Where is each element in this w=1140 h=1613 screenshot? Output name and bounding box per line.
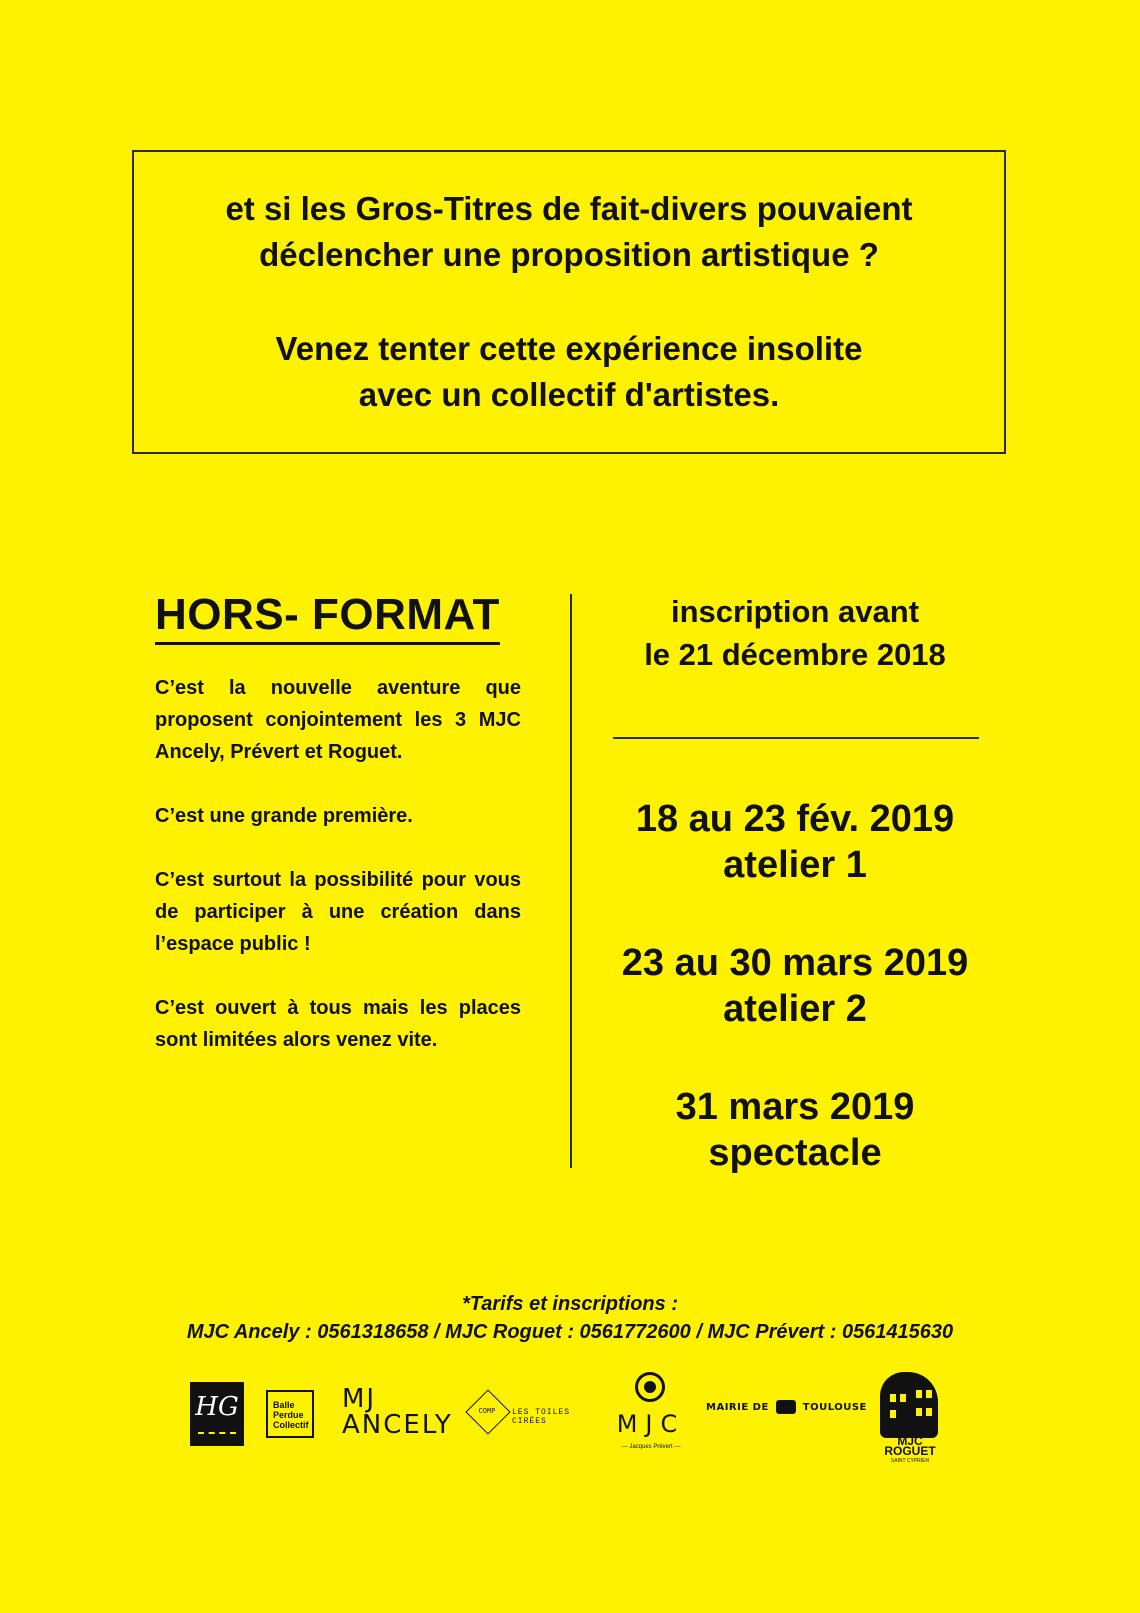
- mjc-ancely-logo: [342, 1384, 453, 1440]
- horizontal-divider: [613, 737, 979, 739]
- description-para-4: C’est ouvert à tous mais les places sont limitées alors venez vite.: [155, 997, 521, 1051]
- registration-line1: inscription avant: [670, 594, 920, 629]
- mairie-toulouse-logo: [706, 1400, 867, 1420]
- roguet-building-icon: [880, 1372, 938, 1438]
- comp-text: COMP: [478, 1408, 496, 1416]
- event-date: 31 mars 2019: [675, 1086, 915, 1128]
- registration-line2: le 21 décembre 2018: [644, 637, 946, 672]
- registration-deadline: [600, 590, 990, 676]
- intro-invitation: [134, 326, 1004, 418]
- event-label: atelier 1: [723, 844, 867, 886]
- balle-perdue-text: Balle Perdue Collectif: [273, 1400, 309, 1430]
- intro-question-line1: et si les Gros-Titres de fait-divers pouvaient: [225, 190, 913, 227]
- balle-perdue-logo: [266, 1390, 314, 1438]
- toiles-cirees-logo: [468, 1390, 608, 1438]
- vertical-divider: [570, 594, 572, 1168]
- intro-question: [134, 186, 1004, 278]
- mairie-right-text: TOULOUSE: [802, 1402, 867, 1413]
- ancely-bottom-text: ANCELY: [342, 1410, 453, 1440]
- intro-question-line2: déclencher une proposition artistique ?: [259, 236, 879, 273]
- footer-heading: *Tarifs et inscriptions :: [462, 1293, 678, 1315]
- haute-garonne-logo: [190, 1382, 244, 1446]
- mjc-prevert-logo: [616, 1372, 686, 1462]
- mjc-prevert-subtitle: — Jacques Prévert —: [621, 1444, 681, 1450]
- roguet-subtitle: SAINT CYPRIEN: [890, 1458, 930, 1464]
- mairie-left-text: MAIRIE DE: [706, 1402, 769, 1413]
- partner-logos: [186, 1372, 946, 1470]
- event-atelier-1: [600, 796, 990, 888]
- intro-invite-line1: Venez tenter cette expérience insolite: [275, 330, 863, 367]
- intro-invite-line2: avec un collectif d'artistes.: [358, 376, 780, 413]
- event-label: atelier 2: [723, 988, 867, 1030]
- roguet-text: [878, 1436, 942, 1456]
- event-date: 18 au 23 fév. 2019: [635, 798, 955, 840]
- hg-logo-text: HG: [195, 1392, 239, 1422]
- intro-box: [132, 150, 1006, 454]
- event-atelier-2: [600, 940, 990, 1032]
- toulouse-crest-icon: [776, 1400, 796, 1414]
- project-title: HORS- FORMAT: [155, 590, 500, 645]
- event-label: spectacle: [708, 1132, 882, 1174]
- description-para-1: C’est la nouvelle aventure que proposent conjointement les 3 MJC Ancely, Prévert et Roguet.: [155, 677, 521, 763]
- roguet-bottom-text: ROGUET: [884, 1444, 936, 1458]
- footer-phone-numbers: MJC Ancely : 0561318658 / MJC Roguet : 0561772600 / MJC Prévert : 0561415630: [186, 1321, 954, 1343]
- description-para-3: C’est surtout la possibilité pour vous de participer à une création dans l’espace public !: [155, 869, 521, 955]
- mjc-roguet-logo: [878, 1368, 942, 1464]
- description-para-2: C’est une grande première.: [155, 805, 413, 827]
- roguet-top-text: MJC: [897, 1434, 923, 1448]
- toiles-cirees-text: LES TOILES CIRÉES: [512, 1408, 571, 1426]
- event-date: 23 au 30 mars 2019: [621, 942, 969, 984]
- footer-contacts: [0, 1290, 1140, 1346]
- description-column: [155, 590, 521, 1051]
- event-spectacle: [600, 1084, 990, 1176]
- mjc-prevert-text: MJC: [616, 1410, 686, 1438]
- wheel-icon: [635, 1372, 665, 1402]
- ancely-top-text: MJ: [342, 1384, 377, 1414]
